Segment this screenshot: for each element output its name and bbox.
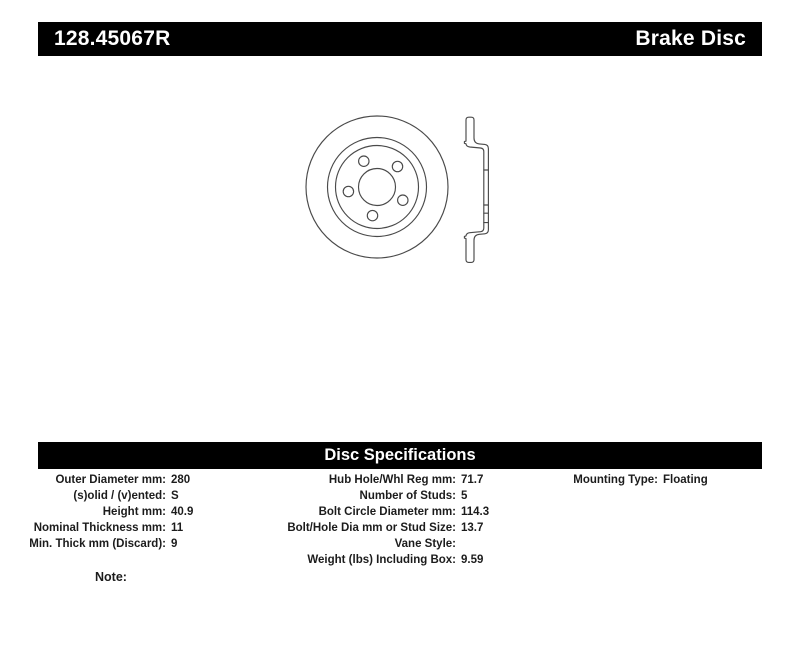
part-number: 128.45067R: [54, 27, 171, 50]
spec-row: [240, 505, 489, 521]
spec-row: [240, 553, 489, 569]
brake-disc-front-view-icon: [306, 116, 448, 258]
spec-label: Hub Hole/Whl Reg mm:: [328, 474, 456, 486]
spec-label: Number of Studs:: [359, 489, 456, 502]
stud-hole: [343, 186, 353, 196]
note-label: Note:: [95, 570, 127, 584]
spec-label: Vane Style:: [394, 537, 456, 550]
spec-value: 71.7: [461, 474, 484, 486]
spec-row: [0, 521, 193, 537]
spec-label: Nominal Thickness mm:: [33, 521, 166, 534]
brake-disc-side-profile-icon: [464, 117, 488, 262]
spec-column-right: [500, 473, 708, 489]
spec-label: Height mm:: [102, 505, 166, 518]
spec-label: Bolt/Hole Dia mm or Stud Size:: [287, 521, 456, 534]
product-title: Brake Disc: [635, 27, 746, 50]
spec-row: [240, 489, 489, 505]
spec-value: [456, 537, 461, 553]
spec-label: Bolt Circle Diameter mm:: [318, 505, 456, 518]
spec-label: Mounting Type:: [573, 474, 658, 486]
spec-value: 9.59: [461, 553, 484, 566]
spec-value: S: [171, 489, 179, 502]
spec-label: Outer Diameter mm:: [55, 474, 166, 486]
braking-surface-circle: [328, 138, 427, 237]
hat-circle: [336, 146, 419, 229]
spec-value: 9: [171, 537, 178, 550]
spec-value: 13.7: [461, 521, 484, 534]
side-profile-detail-lines: [484, 170, 489, 223]
spec-label: Weight (lbs) Including Box:: [307, 553, 456, 566]
stud-hole: [398, 195, 408, 205]
technical-drawing: [288, 103, 503, 273]
spec-row: [500, 473, 708, 489]
section-header-bar: [38, 442, 762, 469]
spec-row: [0, 489, 193, 505]
stud-hole: [392, 161, 402, 171]
spec-value: 40.9: [171, 505, 194, 518]
spec-value: Floating: [663, 474, 708, 486]
spec-label: Min. Thick mm (Discard):: [29, 537, 166, 550]
spec-value: 5: [461, 489, 468, 502]
stud-hole: [367, 210, 377, 220]
section-title: Disc Specifications: [324, 446, 476, 464]
spec-value: 280: [171, 474, 191, 486]
spec-value: 114.3: [461, 505, 490, 518]
spec-value: 11: [171, 521, 184, 534]
hub-hole-circle: [359, 169, 396, 206]
side-profile-outline: [464, 117, 488, 262]
spec-row: [240, 473, 489, 489]
spec-row: [0, 505, 193, 521]
spec-row: [240, 521, 489, 537]
spec-label: (s)olid / (v)ented:: [73, 489, 166, 502]
spec-column-left: [0, 473, 193, 553]
spec-row: [0, 473, 193, 489]
spec-row: [0, 537, 193, 553]
spec-column-middle: [240, 473, 489, 568]
stud-hole: [359, 156, 369, 166]
header-bar: [38, 22, 762, 56]
spec-row: [240, 537, 489, 553]
